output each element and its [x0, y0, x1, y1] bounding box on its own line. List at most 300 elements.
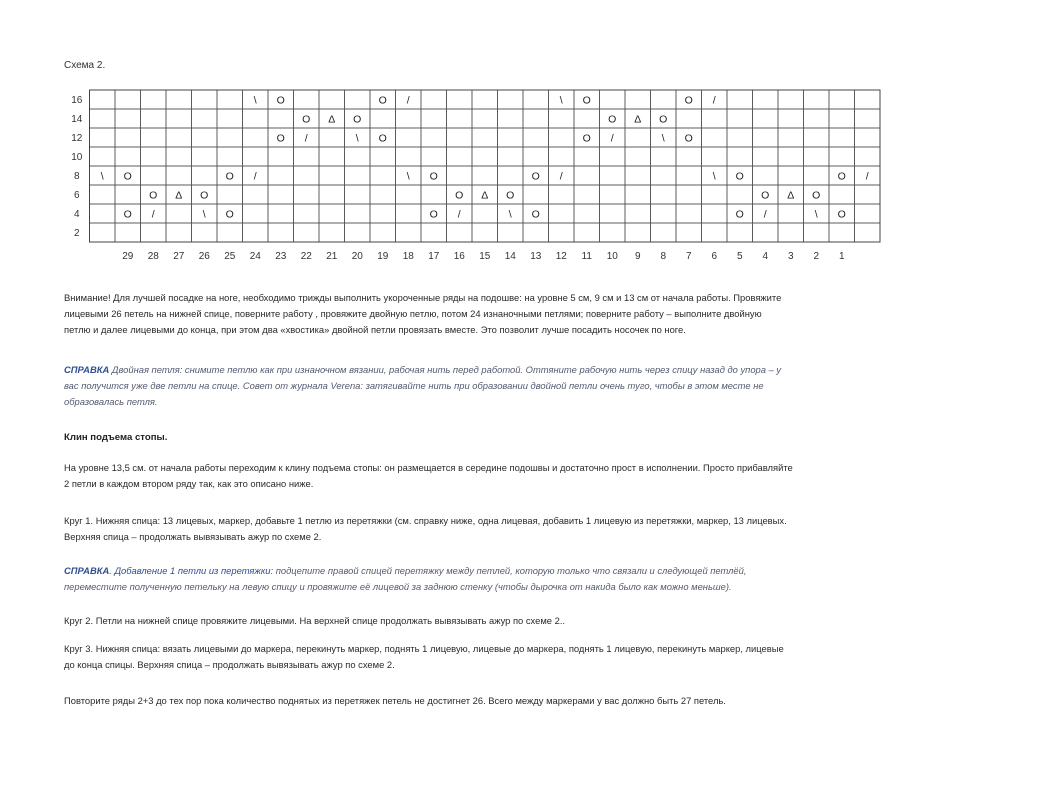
yarn-over-symbol: O — [276, 132, 285, 145]
chart-cell — [192, 223, 218, 242]
chart-cell — [472, 166, 498, 185]
left-decrease-symbol: \ — [100, 170, 104, 183]
chart-cell — [574, 166, 600, 185]
chart-cell — [702, 185, 728, 204]
chart-cell — [141, 90, 167, 109]
chart-cell — [625, 185, 651, 204]
chart-cell — [447, 147, 473, 166]
yarn-over-symbol: O — [582, 94, 591, 107]
chart-cell — [804, 166, 830, 185]
round1-paragraph: Круг 1. Нижняя спица: 13 лицевых, маркер, добавьте 1 петлю из перетяжки (см. справку ниже, одна лицевая, добавить 1 лицевую из перетяжки, маркер, 13 лицевых. Верхняя спица – продолжать вывязывать ажур по схеме 2. — [64, 515, 787, 542]
chart-cell — [625, 90, 651, 109]
yarn-over-symbol: O — [837, 170, 846, 183]
chart-cell — [345, 204, 371, 223]
chart-cell — [549, 147, 575, 166]
chart-cell — [600, 90, 626, 109]
column-label: 20 — [351, 251, 363, 262]
left-decrease-symbol: \ — [508, 208, 512, 221]
chart-cell — [115, 147, 141, 166]
chart-cell — [651, 147, 677, 166]
note-label: СПРАВКА — [64, 364, 110, 375]
chart-cell — [447, 128, 473, 147]
chart-cell — [243, 204, 269, 223]
chart-cell — [498, 166, 524, 185]
chart-cell — [141, 128, 167, 147]
chart-cell — [676, 223, 702, 242]
chart-cell — [319, 223, 345, 242]
chart-cell — [523, 147, 549, 166]
chart-cell — [702, 223, 728, 242]
chart-cell — [319, 147, 345, 166]
chart-cell — [472, 109, 498, 128]
row-label: 8 — [73, 171, 80, 182]
chart-cell — [625, 223, 651, 242]
chart-cell — [268, 109, 294, 128]
row-label: 4 — [73, 209, 80, 220]
chart-cell — [370, 109, 396, 128]
chart-cell — [115, 90, 141, 109]
chart-cell — [243, 147, 269, 166]
chart-cell — [625, 204, 651, 223]
chart-cell — [141, 147, 167, 166]
yarn-over-symbol: O — [276, 94, 285, 107]
column-label: 18 — [402, 251, 414, 262]
yarn-over-symbol: O — [735, 208, 744, 221]
note-increase-text: подцепите правой спицей перетяжку между петлей, которую только что связали и следующей петлёй, переместите полученную петельку на левую спицу и провяжите её лицевой за заднюю стенку (чтобы дырочка от накида было как можно меньше). — [64, 565, 747, 592]
chart-cell — [166, 223, 192, 242]
left-decrease-symbol: \ — [559, 94, 563, 107]
chart-cell — [90, 128, 116, 147]
chart-cell — [676, 109, 702, 128]
right-decrease-symbol: / — [712, 94, 716, 107]
chart-cell — [421, 223, 447, 242]
chart-cell — [192, 128, 218, 147]
chart-cell — [523, 223, 549, 242]
chart-cell — [625, 147, 651, 166]
column-label: 16 — [453, 251, 465, 262]
chart-cell — [727, 147, 753, 166]
chart-cell — [217, 147, 243, 166]
column-label: 14 — [504, 251, 516, 262]
column-label: 23 — [275, 251, 287, 262]
chart-cell — [115, 185, 141, 204]
chart-cell — [166, 90, 192, 109]
chart-cell — [855, 185, 881, 204]
chart-cell — [294, 204, 320, 223]
chart-cell — [166, 166, 192, 185]
chart-cell — [549, 109, 575, 128]
chart-cell — [778, 90, 804, 109]
repeat-paragraph: Повторите ряды 2+3 до тех пор пока количество поднятых из перетяжек петель не достигнет 26. Всего между маркерами у вас должно быть 27 петель. — [64, 695, 726, 706]
chart-cell — [778, 128, 804, 147]
row-label: 14 — [71, 114, 83, 125]
chart-cell — [421, 185, 447, 204]
chart-cell — [345, 185, 371, 204]
chart-cell — [829, 128, 855, 147]
column-label: 27 — [173, 251, 185, 262]
row-label: 16 — [71, 95, 83, 106]
yarn-over-symbol: O — [812, 189, 821, 202]
chart-cell — [396, 128, 422, 147]
chart-cell — [217, 128, 243, 147]
chart-cell — [753, 128, 779, 147]
yarn-over-symbol: O — [123, 208, 132, 221]
chart-cell — [345, 90, 371, 109]
chart-cell — [727, 185, 753, 204]
chart-cell — [523, 128, 549, 147]
left-decrease-symbol: \ — [406, 170, 410, 183]
right-decrease-symbol: / — [865, 170, 869, 183]
triangle-symbol: Δ — [175, 189, 183, 202]
yarn-over-symbol: O — [302, 113, 311, 126]
chart-cell — [600, 223, 626, 242]
chart-cell — [804, 223, 830, 242]
column-label: 12 — [555, 251, 567, 262]
chart-cell — [804, 109, 830, 128]
chart-cell — [141, 109, 167, 128]
chart-cell — [268, 147, 294, 166]
column-label: 15 — [479, 251, 491, 262]
chart-cell — [702, 109, 728, 128]
yarn-over-symbol: O — [429, 208, 438, 221]
chart-cell — [753, 90, 779, 109]
chart-cell — [115, 128, 141, 147]
chart-cell — [115, 223, 141, 242]
column-label: 9 — [634, 251, 641, 262]
chart-cell — [268, 223, 294, 242]
note-double-stitch-text: Двойная петля: снимите петлю как при изнаночном вязании, рабочая нить перед работой. Оттяните рабочую нить через спицу назад до упора – у вас получится уже две петли на спице. Совет от журнала Verena: затягивайте нить при образовании двойной петли очень туго, чтобы в этом месте не образовалась петля. — [64, 364, 782, 407]
chart-cell — [217, 109, 243, 128]
row-label: 6 — [73, 190, 80, 201]
chart-cell — [421, 128, 447, 147]
column-label: 28 — [147, 251, 159, 262]
right-decrease-symbol: / — [763, 208, 767, 221]
chart-cell — [702, 204, 728, 223]
chart-cell — [192, 166, 218, 185]
chart-cell — [319, 185, 345, 204]
yarn-over-symbol: O — [378, 94, 387, 107]
chart-cell — [829, 147, 855, 166]
chart-cell — [294, 223, 320, 242]
column-label: 13 — [530, 251, 542, 262]
chart-cell — [523, 90, 549, 109]
chart-cell — [855, 109, 881, 128]
column-label: 5 — [736, 251, 743, 262]
note-double-stitch — [64, 362, 1004, 410]
right-decrease-symbol: / — [457, 208, 461, 221]
chart-cell — [778, 204, 804, 223]
chart-cell — [217, 185, 243, 204]
wedge-paragraph: На уровне 13,5 см. от начала работы переходим к клину подъема стопы: он размещается в середине подошвы и достаточно прост в исполнении. Просто прибавляйте 2 петли в каждом втором ряду так, как это описано ниже. — [64, 462, 793, 489]
knitting-chart — [0, 0, 1055, 270]
chart-cell — [243, 223, 269, 242]
column-label: 29 — [122, 251, 134, 262]
chart-cell — [600, 166, 626, 185]
triangle-symbol: Δ — [328, 113, 336, 126]
chart-cell — [396, 204, 422, 223]
right-decrease-symbol: / — [253, 170, 257, 183]
yarn-over-symbol: O — [659, 113, 668, 126]
chart-cell — [421, 90, 447, 109]
chart-cell — [549, 223, 575, 242]
chart-cell — [268, 204, 294, 223]
column-label: 10 — [606, 251, 618, 262]
chart-cell — [574, 185, 600, 204]
right-decrease-symbol: / — [610, 132, 614, 145]
left-decrease-symbol: \ — [712, 170, 716, 183]
chart-cell — [600, 185, 626, 204]
chart-cell — [753, 223, 779, 242]
chart-cell — [702, 128, 728, 147]
chart-cell — [651, 166, 677, 185]
yarn-over-symbol: O — [684, 94, 693, 107]
chart-cell — [549, 185, 575, 204]
chart-cell — [574, 109, 600, 128]
chart-cell — [829, 90, 855, 109]
chart-cell — [472, 223, 498, 242]
attention-paragraph: Внимание! Для лучшей посадке на ноге, необходимо трижды выполнить укороченные ряды на подошве: на уровне 5 см, 9 см и 13 см от начала работы. Провяжите лицевыми 26 петель на нижней спице, поверните работу , провяжите двойную петлю, потом 24 изнаночными петлями; поверните работу – выполните двойную петлю и далее лицевыми до конца, при этом два «хвостика» двойной петли провязать вместе. Это позволит лучше посадить носочек по ноге. — [64, 292, 782, 335]
yarn-over-symbol: O — [582, 132, 591, 145]
chart-cell — [396, 185, 422, 204]
column-label: 17 — [428, 251, 440, 262]
yarn-over-symbol: O — [735, 170, 744, 183]
chart-cell — [702, 147, 728, 166]
right-decrease-symbol: / — [406, 94, 410, 107]
chart-cell — [90, 109, 116, 128]
chart-cell — [166, 204, 192, 223]
right-decrease-symbol: / — [304, 132, 308, 145]
chart-cell — [396, 147, 422, 166]
chart-cell — [90, 90, 116, 109]
chart-cell — [498, 90, 524, 109]
chart-cell — [676, 166, 702, 185]
chart-cell — [192, 90, 218, 109]
chart-cell — [498, 223, 524, 242]
left-decrease-symbol: \ — [661, 132, 665, 145]
chart-cell — [549, 204, 575, 223]
yarn-over-symbol: O — [149, 189, 158, 202]
chart-cell — [345, 166, 371, 185]
chart-cell — [778, 147, 804, 166]
chart-cell — [345, 147, 371, 166]
column-label: 19 — [377, 251, 389, 262]
schema-title: Схема 2. — [64, 60, 106, 71]
chart-cell — [804, 90, 830, 109]
chart-cell — [472, 128, 498, 147]
column-label: 4 — [762, 251, 769, 262]
column-label: 2 — [813, 251, 820, 262]
chart-cell — [166, 109, 192, 128]
chart-cell — [829, 223, 855, 242]
chart-cell — [855, 147, 881, 166]
chart-cell — [753, 147, 779, 166]
chart-cell — [574, 147, 600, 166]
row-label: 12 — [71, 133, 83, 144]
chart-cell — [370, 147, 396, 166]
chart-cell — [370, 204, 396, 223]
chart-cell — [421, 109, 447, 128]
chart-cell — [625, 128, 651, 147]
chart-cell — [141, 166, 167, 185]
chart-cell — [166, 128, 192, 147]
chart-cell — [727, 223, 753, 242]
chart-cell — [115, 109, 141, 128]
chart-cell — [778, 166, 804, 185]
chart-cell — [243, 109, 269, 128]
chart-cell — [319, 90, 345, 109]
chart-cell — [370, 166, 396, 185]
yarn-over-symbol: O — [225, 170, 234, 183]
chart-cell — [319, 204, 345, 223]
chart-cell — [753, 109, 779, 128]
chart-cell — [345, 223, 371, 242]
column-label: 11 — [581, 251, 592, 262]
chart-cell — [472, 90, 498, 109]
chart-cell — [498, 109, 524, 128]
chart-cell — [166, 147, 192, 166]
chart-cell — [829, 109, 855, 128]
chart-cell — [676, 185, 702, 204]
chart-cell — [523, 109, 549, 128]
chart-cell — [600, 204, 626, 223]
chart-cell — [676, 147, 702, 166]
column-label: 7 — [685, 251, 692, 262]
chart-cell — [829, 185, 855, 204]
column-label: 21 — [326, 251, 338, 262]
chart-cell — [217, 223, 243, 242]
left-decrease-symbol: \ — [814, 208, 818, 221]
chart-cell — [472, 204, 498, 223]
yarn-over-symbol: O — [531, 208, 540, 221]
yarn-over-symbol: O — [429, 170, 438, 183]
chart-cell — [319, 166, 345, 185]
chart-cell — [421, 147, 447, 166]
round3-paragraph: Круг 3. Нижняя спица: вязать лицевыми до маркера, перекинуть маркер, поднять 1 лицевую, лицевые до маркера, поднять 1 лицевую, перекинуть маркер, лицевые до конца спицы. Верхняя спица – продолжать вывязывать ажур по схеме 2. — [64, 643, 784, 670]
chart-cell — [217, 90, 243, 109]
chart-cell — [90, 147, 116, 166]
chart-cell — [243, 128, 269, 147]
chart-cell — [804, 147, 830, 166]
chart-cell — [523, 185, 549, 204]
chart-cell — [243, 185, 269, 204]
chart-cell — [855, 128, 881, 147]
chart-cell — [651, 90, 677, 109]
chart-cell — [90, 204, 116, 223]
chart-cell — [651, 204, 677, 223]
yarn-over-symbol: O — [531, 170, 540, 183]
left-decrease-symbol: \ — [202, 208, 206, 221]
chart-cell — [753, 166, 779, 185]
yarn-over-symbol: O — [837, 208, 846, 221]
chart-cell — [600, 147, 626, 166]
chart-cell — [574, 223, 600, 242]
chart-cell — [447, 223, 473, 242]
chart-cell — [498, 147, 524, 166]
chart-cell — [268, 185, 294, 204]
column-label: 3 — [787, 251, 794, 262]
triangle-symbol: Δ — [481, 189, 489, 202]
yarn-over-symbol: O — [506, 189, 515, 202]
yarn-over-symbol: O — [761, 189, 770, 202]
row-label: 2 — [73, 228, 80, 239]
section-heading: Клин подъема стопы. — [64, 432, 168, 443]
column-label: 26 — [198, 251, 210, 262]
round2-paragraph: Круг 2. Петли на нижней спице провяжите лицевыми. На верхней спице продолжать вывязывать ажур по схеме 2.. — [64, 615, 566, 626]
chart-cell — [396, 109, 422, 128]
chart-cell — [651, 185, 677, 204]
chart-cell — [804, 128, 830, 147]
yarn-over-symbol: O — [353, 113, 362, 126]
chart-cell — [447, 166, 473, 185]
chart-cell — [447, 90, 473, 109]
column-label: 6 — [711, 251, 718, 262]
chart-cell — [498, 128, 524, 147]
chart-cell — [778, 109, 804, 128]
yarn-over-symbol: O — [225, 208, 234, 221]
chart-cell — [294, 147, 320, 166]
yarn-over-symbol: O — [123, 170, 132, 183]
left-decrease-symbol: \ — [355, 132, 359, 145]
chart-cell — [855, 90, 881, 109]
chart-cell — [141, 223, 167, 242]
left-decrease-symbol: \ — [253, 94, 257, 107]
note-increase-lead: . Добавление 1 петли из перетяжки: — [109, 565, 274, 576]
column-label: 8 — [660, 251, 667, 262]
chart-cell — [90, 223, 116, 242]
chart-cell — [574, 204, 600, 223]
column-label: 22 — [300, 251, 312, 262]
chart-cell — [370, 223, 396, 242]
yarn-over-symbol: O — [200, 189, 209, 202]
yarn-over-symbol: O — [608, 113, 617, 126]
chart-cell — [447, 109, 473, 128]
yarn-over-symbol: O — [455, 189, 464, 202]
chart-cell — [472, 147, 498, 166]
yarn-over-symbol: O — [378, 132, 387, 145]
chart-cell — [855, 204, 881, 223]
column-label: 24 — [249, 251, 261, 262]
chart-cell — [549, 128, 575, 147]
chart-cell — [294, 185, 320, 204]
chart-cell — [294, 90, 320, 109]
note-label: СПРАВКА — [64, 565, 110, 576]
right-decrease-symbol: / — [151, 208, 155, 221]
triangle-symbol: Δ — [634, 113, 642, 126]
note-increase — [64, 563, 1004, 595]
chart-cell — [90, 185, 116, 204]
chart-cell — [192, 147, 218, 166]
chart-cell — [268, 166, 294, 185]
yarn-over-symbol: O — [684, 132, 693, 145]
chart-cell — [727, 109, 753, 128]
chart-cell — [396, 223, 422, 242]
chart-cell — [855, 223, 881, 242]
column-label: 1 — [838, 251, 845, 262]
chart-cell — [727, 128, 753, 147]
triangle-symbol: Δ — [787, 189, 795, 202]
chart-cell — [625, 166, 651, 185]
chart-cell — [192, 109, 218, 128]
right-decrease-symbol: / — [559, 170, 563, 183]
chart-cell — [319, 128, 345, 147]
chart-cell — [370, 185, 396, 204]
chart-cell — [294, 166, 320, 185]
chart-cell — [676, 204, 702, 223]
column-label: 25 — [224, 251, 236, 262]
chart-cell — [778, 223, 804, 242]
chart-cell — [727, 90, 753, 109]
row-label: 10 — [71, 152, 83, 163]
